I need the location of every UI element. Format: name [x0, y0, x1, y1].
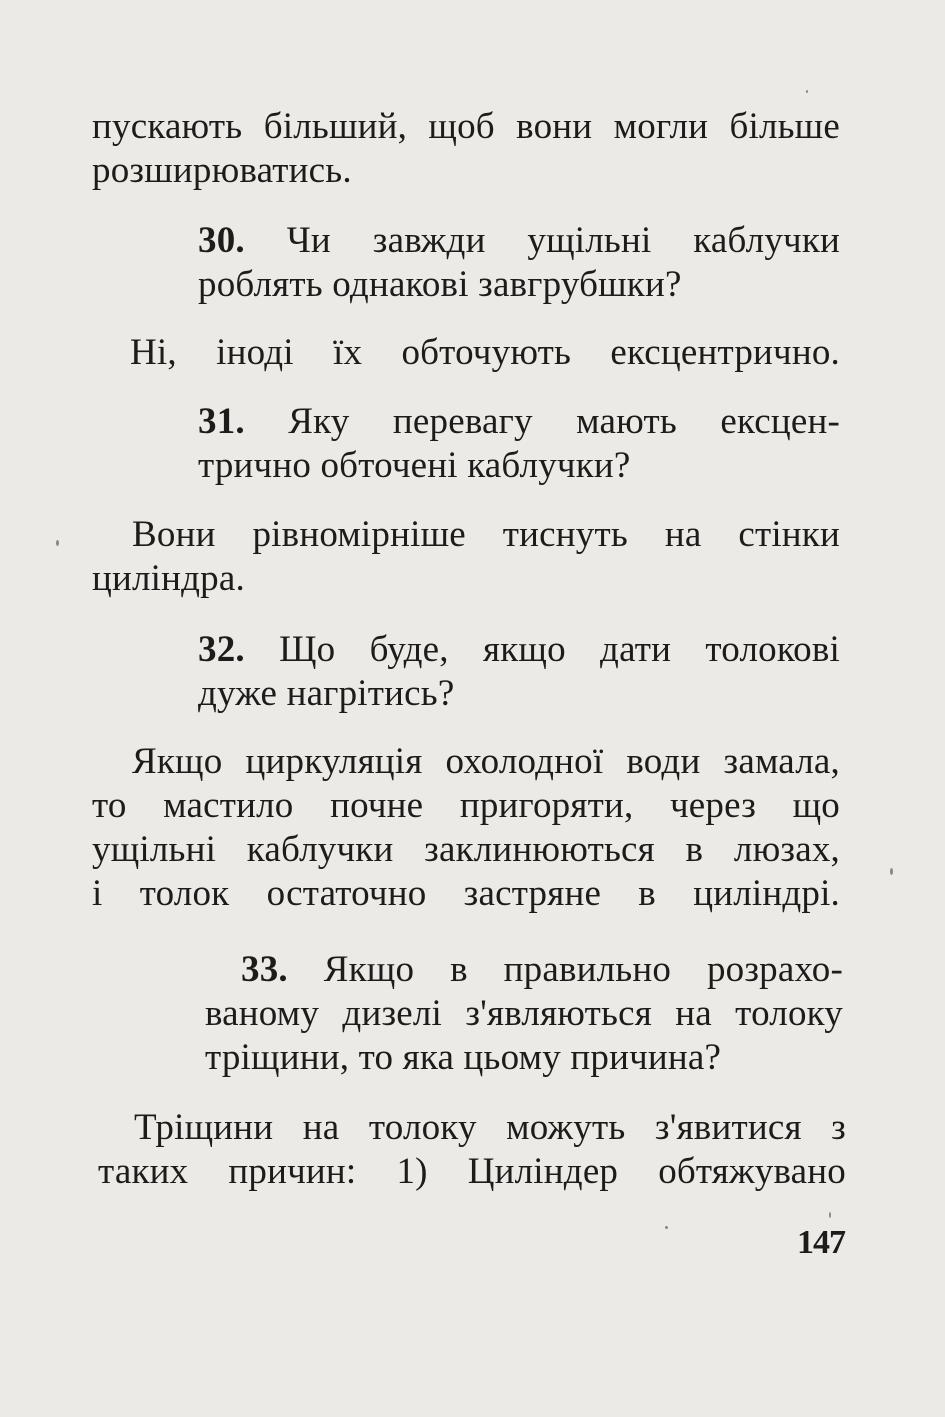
- text-line: і толок остаточно застряне в циліндрі.: [92, 873, 840, 914]
- answer-paragraph: [92, 105, 840, 193]
- question-text: Яку перевагу мають ексцен-: [288, 401, 840, 442]
- text-line: таких причин: 1) Циліндер обтяжувано: [98, 1151, 846, 1192]
- text-line: Вони рівномірніше тиснуть на стінки: [132, 514, 840, 555]
- paper-speck: [890, 868, 893, 875]
- text-line: [205, 948, 843, 992]
- text-line: пускають більший, щоб вони могли більше: [92, 106, 840, 147]
- answer-30: [130, 331, 840, 375]
- answer-31: [92, 513, 840, 601]
- question-number: 31.: [198, 401, 245, 442]
- answer-33: [98, 1106, 846, 1194]
- question-30: [198, 219, 840, 307]
- text-line: [198, 219, 840, 263]
- text-line: [198, 400, 840, 444]
- answer-32: [92, 740, 840, 916]
- text-line: розширюватись.: [92, 150, 352, 191]
- question-number: 32.: [198, 629, 245, 670]
- text-line: то мастило почне пригоряти, через що: [92, 785, 840, 826]
- text-line: Тріщини на толоку можуть з'явитися з: [134, 1107, 846, 1148]
- text-line: Ні, іноді їх обточують ексцентрично.: [130, 332, 840, 373]
- text-line: ваному дизелі з'являються на толоку: [205, 993, 843, 1034]
- text-line: дуже нагрітись?: [198, 673, 455, 714]
- page-number: 147: [797, 1224, 845, 1261]
- paper-speck: [665, 1226, 668, 1229]
- question-number: 33.: [241, 949, 288, 990]
- question-31: [198, 400, 840, 488]
- text-line: ущільні каблучки заклинюються в люзах,: [92, 829, 840, 870]
- question-text: Якщо в правильно розрахо-: [323, 949, 843, 990]
- text-line: [198, 628, 840, 672]
- text-line: циліндра.: [92, 558, 245, 599]
- text-line: тріщини, то яка цьому причина?: [205, 1037, 722, 1078]
- paper-speck: [806, 90, 808, 93]
- question-32: [198, 628, 840, 716]
- question-33: [205, 948, 843, 1080]
- text-line: трично обточені каблучки?: [198, 445, 631, 486]
- paper-speck: [829, 1212, 831, 1218]
- question-text: Що буде, якщо дати толокові: [279, 629, 840, 670]
- paper-speck: [56, 540, 59, 546]
- text-line: Якщо циркуляція охолодної води замала,: [132, 741, 840, 782]
- text-line: роблять однакові завгрубшки?: [198, 264, 682, 305]
- question-number: 30.: [198, 220, 245, 261]
- question-text: Чи завжди ущільні каблучки: [286, 220, 840, 261]
